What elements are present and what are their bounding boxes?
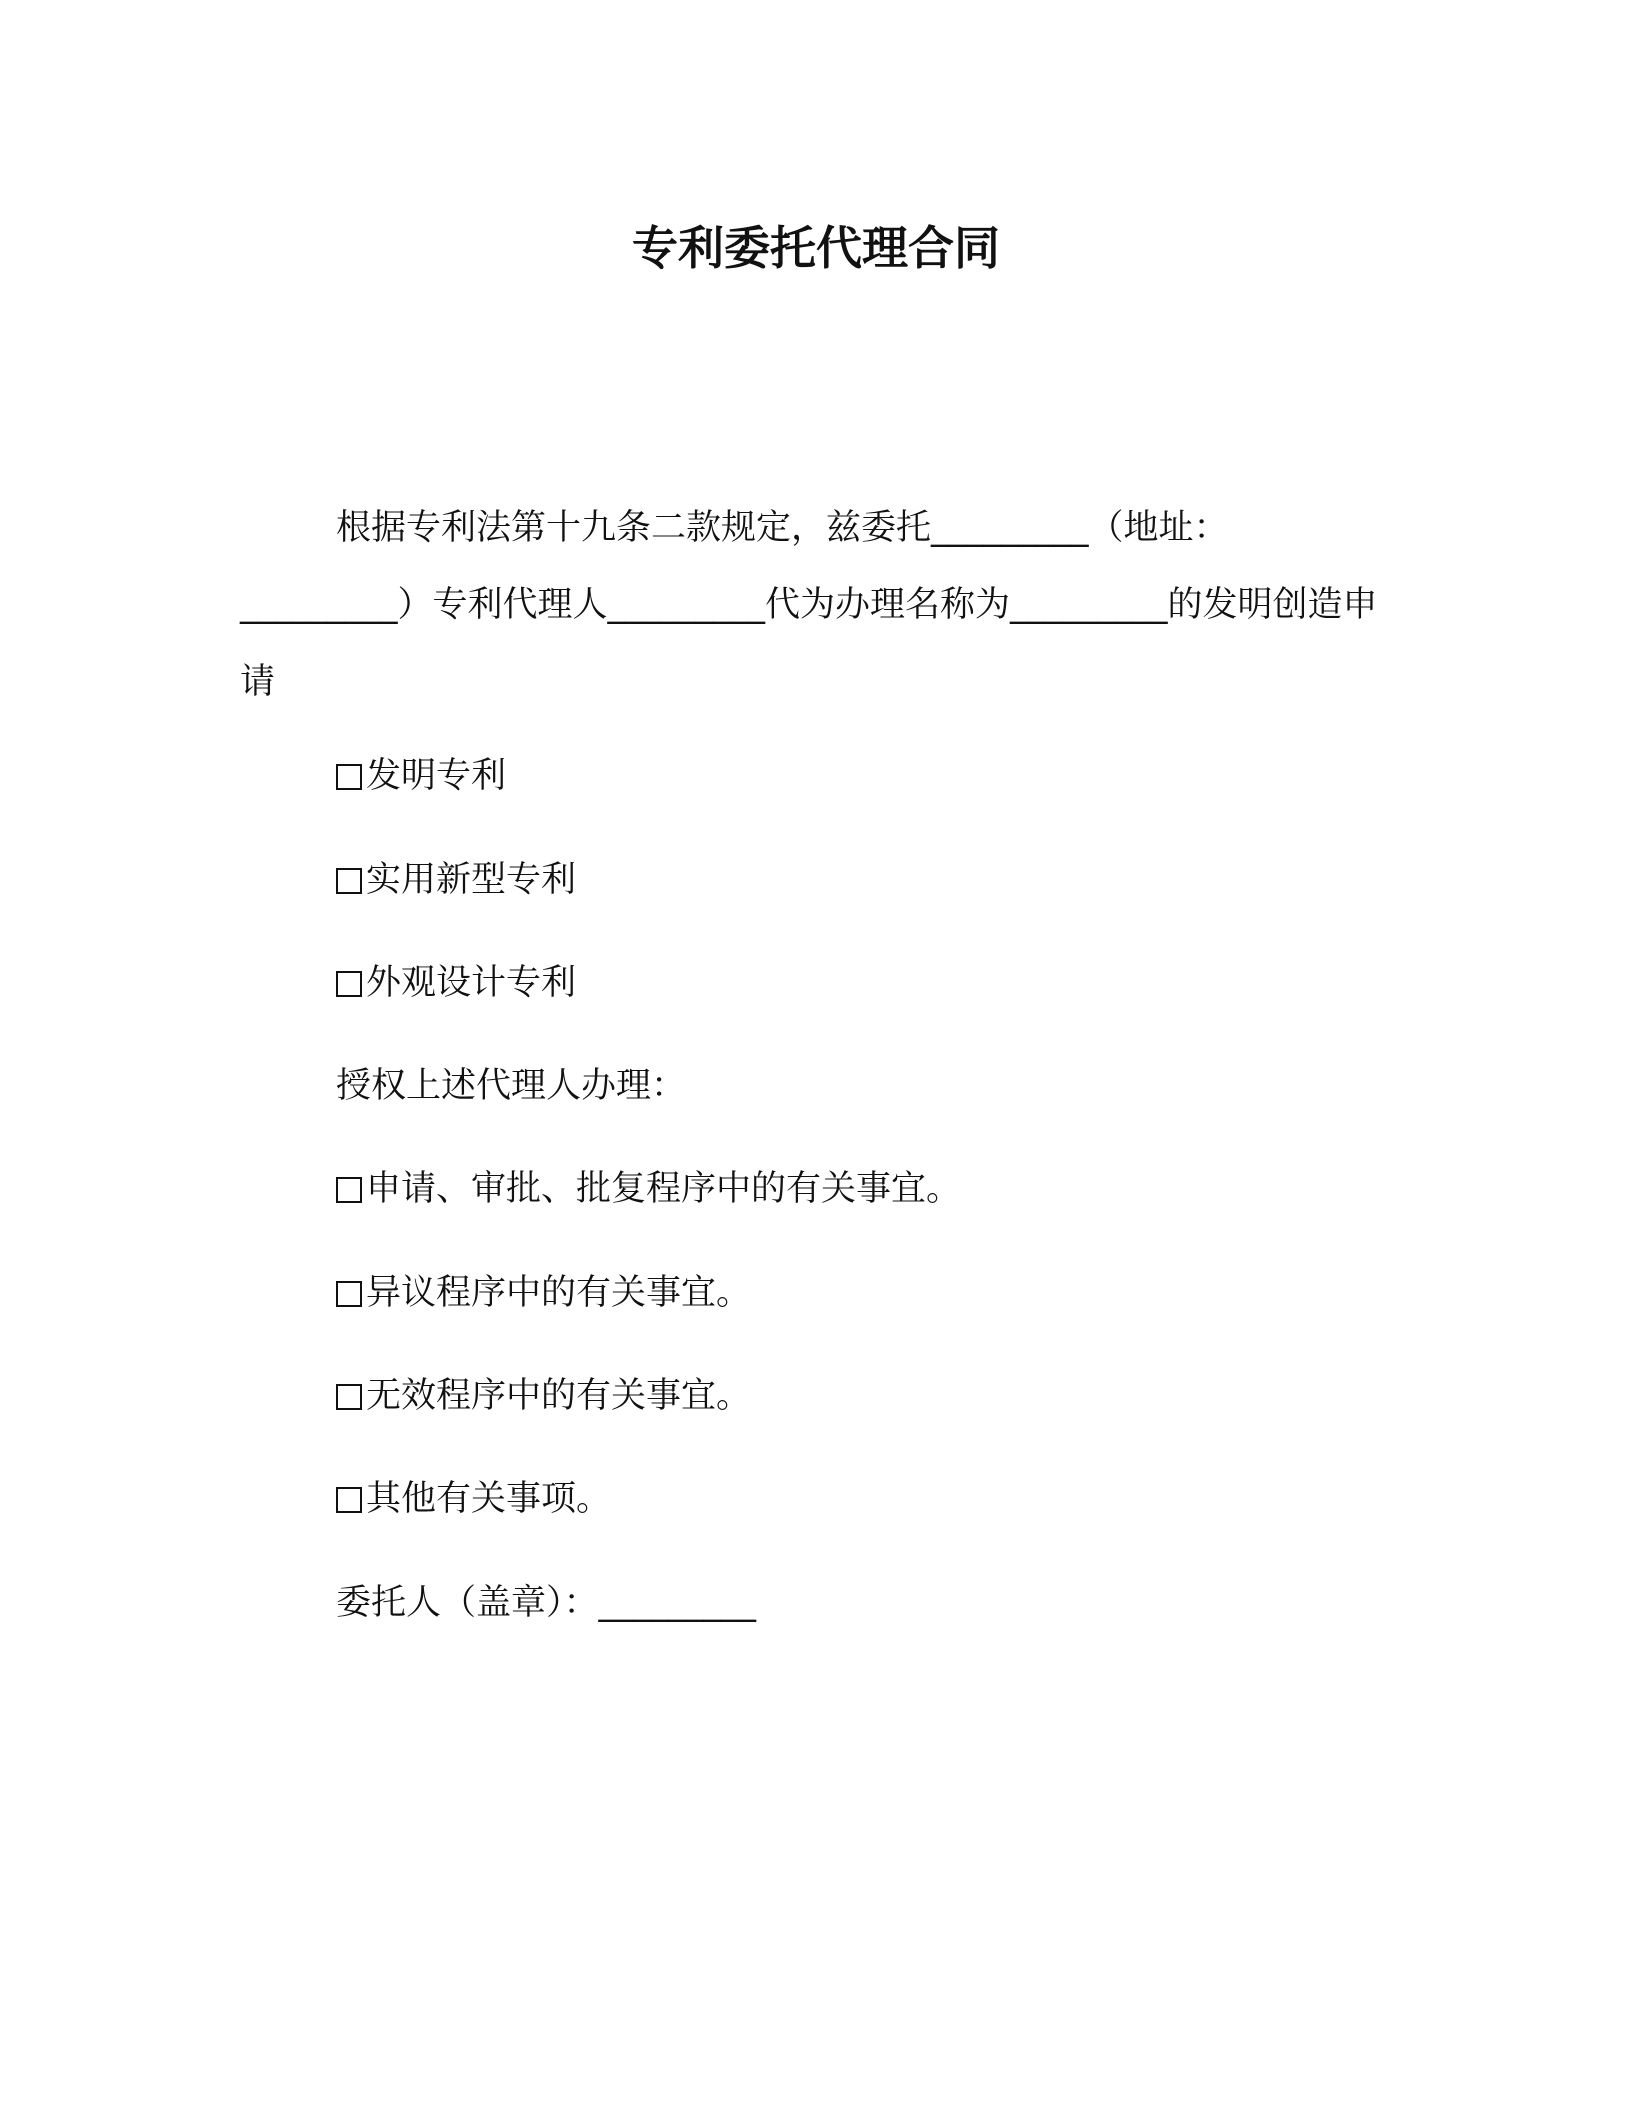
matter-application: [336, 1165, 961, 1213]
patent-type-design: [336, 959, 576, 1007]
patent-type-label: 实用新型专利: [366, 860, 577, 900]
patent-type-invention: [336, 752, 506, 800]
patent-type-label: 发明专利: [366, 756, 507, 796]
matter-opposition: [336, 1269, 751, 1317]
checkbox-icon[interactable]: [336, 971, 362, 997]
matter-invalidation: [336, 1372, 751, 1420]
authorization-heading: 授权上述代理人办理：: [336, 1066, 687, 1106]
checkbox-icon[interactable]: [336, 1281, 362, 1307]
patent-type-label: 外观设计专利: [366, 963, 577, 1003]
intro-paragraph: 根据专利法第十九条二款规定，兹委托_________（地址：_________）专利代理人_________代为办理名称为_________的发明创造申请: [240, 508, 1378, 702]
matter-label: 异议程序中的有关事宜。: [366, 1273, 752, 1313]
checkbox-icon[interactable]: [336, 868, 362, 894]
signature-line: 委托人（盖章）：_________: [336, 1583, 757, 1623]
checkbox-icon[interactable]: [336, 1487, 362, 1513]
matter-other: [336, 1475, 611, 1523]
document-title: 专利委托代理合同: [632, 221, 1000, 275]
matter-label: 申请、审批、批复程序中的有关事宜。: [366, 1169, 962, 1209]
patent-type-utility-model: [336, 856, 576, 904]
matter-label: 其他有关事项。: [366, 1479, 612, 1519]
checkbox-icon[interactable]: [336, 764, 362, 790]
matter-label: 无效程序中的有关事宜。: [366, 1376, 752, 1416]
checkbox-icon[interactable]: [336, 1384, 362, 1410]
checkbox-icon[interactable]: [336, 1177, 362, 1203]
